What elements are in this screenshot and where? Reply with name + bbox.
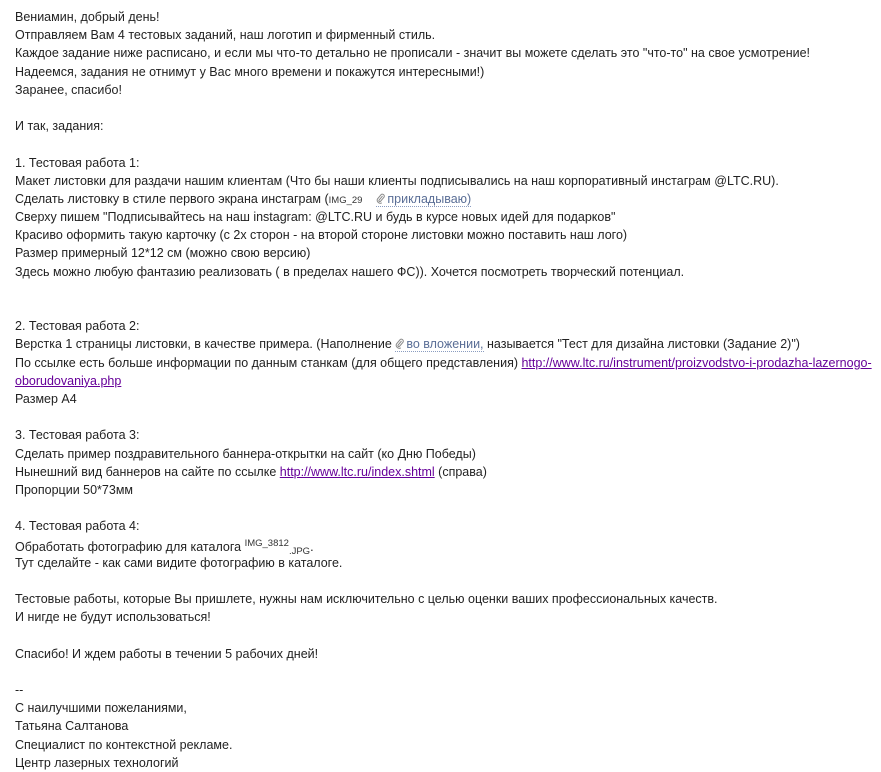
- task2-line: [15, 372, 866, 390]
- task2-line-text: называется "Тест для дизайна листовки (Задание 2)"): [483, 337, 800, 352]
- intro-line: И так, задания:: [15, 119, 104, 134]
- task4-line-text: .: [310, 540, 314, 555]
- signature-position: Специалист по контекстной рекламе.: [15, 737, 233, 752]
- task4-line: Тут сделайте - как сами видите фотографию в каталоге.: [15, 555, 343, 570]
- task4-line-text: Обработать фотографию для каталога: [15, 540, 245, 555]
- signature-name: Татьяна Салтанова: [15, 719, 129, 734]
- attachment-label: во вложении,: [406, 337, 484, 352]
- task2-line: [15, 335, 866, 353]
- signature-regards: С наилучшими пожеланиями,: [15, 701, 187, 716]
- body-line: Надеемся, задания не отнимут у Вас много времени и покажутся интересными!): [15, 64, 485, 79]
- inline-filename: IMG_29: [328, 194, 363, 206]
- blank-line: [15, 299, 866, 317]
- task1-line: Красиво оформить такую карточку (с 2х сторон - на второй стороне листовки можно поставить наш лого): [15, 228, 628, 243]
- task2-title: 2. Тестовая работа 2:: [15, 319, 140, 334]
- signature-separator: --: [15, 682, 24, 697]
- task2-line: [15, 354, 872, 372]
- inline-filename: IMG_3812: [244, 538, 289, 550]
- task3-line-text: Нынешний вид баннеров на сайте по ссылке: [15, 464, 280, 479]
- closing-line: И нигде не будут использоваться!: [15, 610, 211, 625]
- attachment-link[interactable]: [395, 337, 483, 352]
- banners-link[interactable]: http://www.ltc.ru/index.shtml: [279, 464, 435, 479]
- blank-line: [15, 281, 866, 299]
- task4-title: 4. Тестовая работа 4:: [15, 519, 140, 534]
- task2-line: Размер А4: [15, 391, 77, 406]
- machines-link[interactable]: http://www.ltc.ru/instrument/proizvodstvo-i-prodazha-lazernogo-: [521, 355, 872, 370]
- task1-line: [15, 190, 866, 208]
- task3-line-text: (справа): [434, 464, 487, 479]
- task2-line-text: Верстка 1 страницы листовки, в качестве примера. (Наполнение: [15, 337, 396, 352]
- task1-line: Макет листовки для раздачи нашим клиентам (Что бы наши клиенты подписывались на наш корпоративный инстаграм @LTC.RU).: [15, 173, 779, 188]
- task1-line-text: Сделать листовку в стиле первого экрана инстаграм (: [15, 191, 329, 206]
- blank-line: [15, 499, 866, 517]
- body-line: Каждое задание ниже расписано, и если мы что-то детально не прописали - значит вы можете сделать это "что-то" на свое усмотрение!: [15, 46, 811, 61]
- machines-link-continued[interactable]: oborudovaniya.php: [15, 373, 122, 388]
- blank-line: [15, 408, 866, 426]
- task1-line: Сверху пишем "Подписывайтесь на наш instagram: @LTC.RU и будь в курсе новых идей для подарков": [15, 210, 616, 225]
- paperclip-icon: [376, 193, 385, 204]
- blank-line: [15, 663, 866, 681]
- attachment-link[interactable]: [376, 192, 471, 207]
- blank-line: [15, 626, 866, 644]
- blank-line: [15, 99, 866, 117]
- closing-line: Тестовые работы, которые Вы пришлете, нужны нам исключительно с целью оценки ваших профессиональных качеств.: [15, 592, 718, 606]
- paperclip-icon: [395, 338, 404, 349]
- task1-title: 1. Тестовая работа 1:: [15, 155, 140, 170]
- task4-line: [15, 535, 866, 558]
- body-line: Заранее, спасибо!: [15, 82, 122, 97]
- signature-company: Центр лазерных технологий: [15, 755, 179, 770]
- task3-line: [15, 463, 866, 481]
- task1-line: Здесь можно любую фантазию реализовать ( в пределах нашего ФС)). Хочется посмотреть творческий потенциал.: [15, 264, 685, 279]
- inline-file-extension: .JPG: [288, 546, 311, 558]
- attachment-label: прикладываю): [387, 191, 472, 206]
- greeting-line: Вениамин, добрый день!: [15, 10, 160, 24]
- task3-line: Сделать пример поздравительного баннера-открытки на сайт (ко Дню Победы): [15, 446, 476, 461]
- thanks-line: Спасибо! И ждем работы в течении 5 рабочих дней!: [15, 646, 319, 661]
- blank-line: [15, 572, 866, 590]
- task3-line: Пропорции 50*73мм: [15, 482, 134, 497]
- task3-title: 3. Тестовая работа 3:: [15, 428, 140, 443]
- task1-line: Размер примерный 12*12 см (можно свою версию): [15, 246, 311, 261]
- task2-line-text: По ссылке есть больше информации по данным станкам (для общего представления): [15, 355, 522, 370]
- blank-line: [15, 135, 866, 153]
- body-line: Отправляем Вам 4 тестовых заданий, наш логотип и фирменный стиль.: [15, 28, 436, 43]
